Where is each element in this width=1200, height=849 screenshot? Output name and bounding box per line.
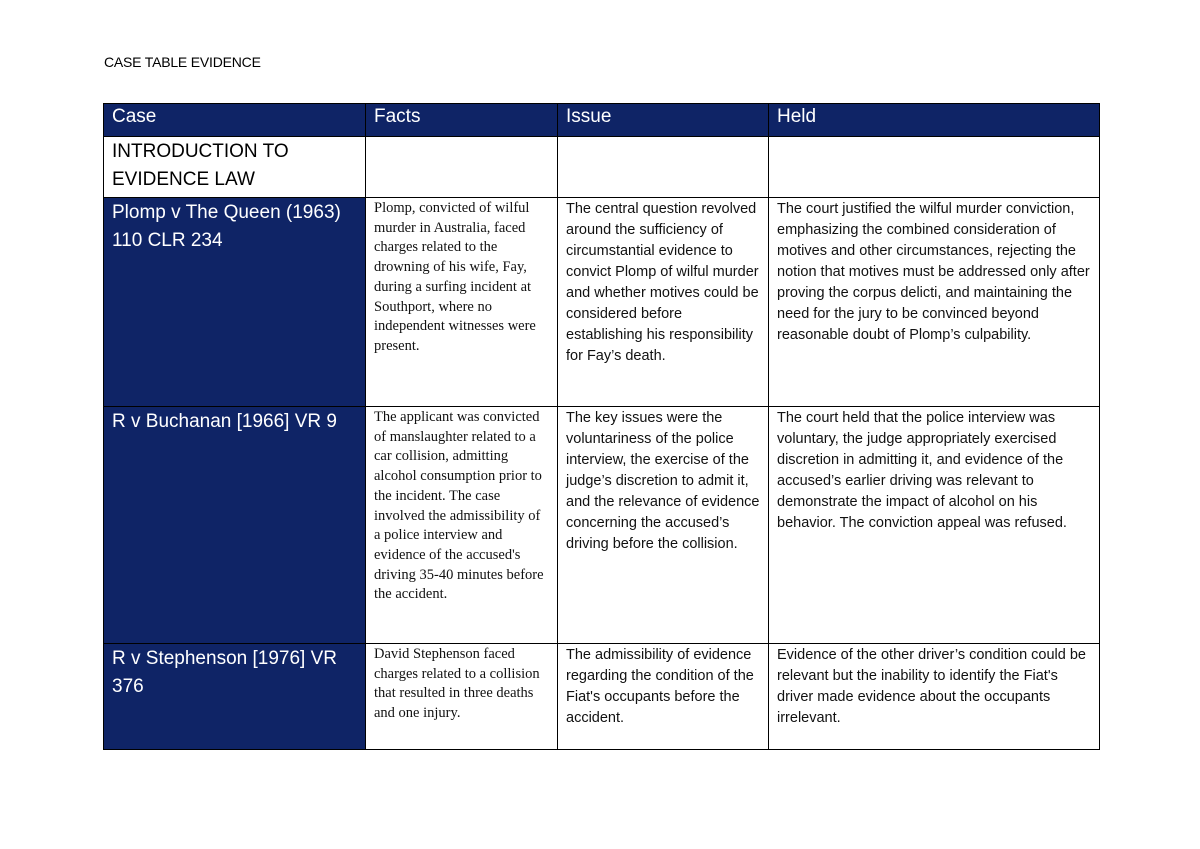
table-row	[104, 198, 1100, 407]
issue-cell: The central question revolved around the sufficiency of circumstantial evidence to convict Plomp of wilful murder and whether motives could be considered before establishing his responsibility for Fay’s death.	[558, 198, 769, 407]
table-row	[104, 644, 1100, 750]
facts-cell: David Stephenson faced charges related to a collision that resulted in three deaths and one injury.	[366, 644, 558, 750]
case-table	[103, 103, 1100, 750]
table-row	[104, 407, 1100, 644]
empty-cell	[769, 137, 1100, 198]
case-name-cell: Plomp v The Queen (1963) 110 CLR 234	[104, 198, 366, 407]
empty-cell	[366, 137, 558, 198]
column-header-held: Held	[769, 104, 1100, 137]
issue-cell: The admissibility of evidence regarding the condition of the Fiat's occupants before the accident.	[558, 644, 769, 750]
held-cell: The court justified the wilful murder conviction, emphasizing the combined consideration of motives and other circumstances, rejecting the notion that motives must be addressed only after proving the corpus delicti, and maintaining the need for the jury to be convinced beyond reasonable doubt of Plomp’s culpability.	[769, 198, 1100, 407]
section-label: INTRODUCTION TO EVIDENCE LAW	[104, 137, 366, 198]
facts-cell: Plomp, convicted of wilful murder in Australia, faced charges related to the drowning of his wife, Fay, during a surfing incident at Southport, where no independent witnesses were present.	[366, 198, 558, 407]
held-cell: Evidence of the other driver’s condition could be relevant but the inability to identify the Fiat's driver made evidence about the occupants irrelevant.	[769, 644, 1100, 750]
table-header	[104, 104, 1100, 137]
empty-cell	[558, 137, 769, 198]
issue-cell: The key issues were the voluntariness of the police interview, the exercise of the judge’s discretion to admit it, and the relevance of evidence concerning the accused’s driving before the collision.	[558, 407, 769, 644]
section-row	[104, 137, 1100, 198]
case-name-cell: R v Buchanan [1966] VR 9	[104, 407, 366, 644]
document-title: CASE TABLE EVIDENCE	[104, 54, 261, 70]
table-body	[104, 137, 1100, 750]
column-header-issue: Issue	[558, 104, 769, 137]
header-row	[104, 104, 1100, 137]
case-name-cell: R v Stephenson [1976] VR 376	[104, 644, 366, 750]
column-header-case: Case	[104, 104, 366, 137]
held-cell: The court held that the police interview was voluntary, the judge appropriately exercised discretion in admitting it, and evidence of the accused’s earlier driving was relevant to demonstrate the impact of alcohol on his behavior. The conviction appeal was refused.	[769, 407, 1100, 644]
column-header-facts: Facts	[366, 104, 558, 137]
facts-cell: The applicant was convicted of manslaughter related to a car collision, admitting alcohol consumption prior to the incident. The case involved the admissibility of a police interview and evidence of the accused's driving 35-40 minutes before the accident.	[366, 407, 558, 644]
